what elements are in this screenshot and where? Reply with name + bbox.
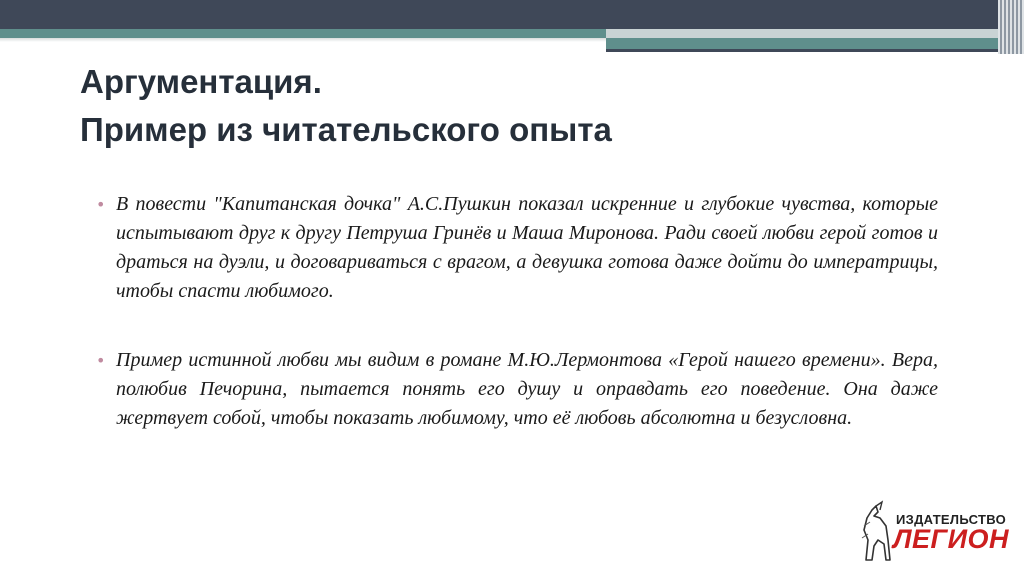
bullet-item	[96, 346, 938, 433]
slide-title-line-2: Пример из читательского опыта	[80, 111, 612, 148]
bullet-marker: •	[96, 351, 106, 370]
logo-publisher-label: ИЗДАТЕЛЬСТВО	[896, 512, 1007, 527]
header-band-light	[606, 29, 1024, 38]
header-stripes	[998, 0, 1024, 54]
header-band-dark	[0, 0, 1024, 29]
slide-title	[80, 58, 612, 154]
header-band-teal-left	[0, 29, 606, 38]
bullet-marker: •	[96, 195, 106, 214]
publisher-logo	[858, 500, 1010, 566]
bullet-text: В повести "Капитанская дочка" А.С.Пушкин показал искренние и глубокие чувства, которые испытывают друг к другу Петруша Гринёв и Маша Миронова. Ради своей любви герой готов и драться на дуэли, и договариваться с врагом, а девушка готова даже дойти до императрицы, чтобы спасти любимого.	[116, 193, 938, 302]
logo-brand-name: ЛЕГИОН	[893, 524, 1010, 554]
horse-icon	[858, 500, 898, 566]
slide-title-line-1: Аргументация.	[80, 63, 322, 100]
header-band-teal-right	[606, 38, 1001, 49]
bullet-list	[96, 190, 938, 473]
header-shadow	[0, 38, 606, 42]
bullet-text: Пример истинной любви мы видим в романе М.Ю.Лермонтова «Герой нашего времени». Вера, полюбив Печорина, пытается понять его душу и оправдать его поведение. Она даже жертвует собой, чтобы показать любимому, что её любовь абсолютна и безусловна.	[116, 349, 938, 429]
bullet-item	[96, 190, 938, 306]
header-band-thin	[606, 49, 1001, 52]
